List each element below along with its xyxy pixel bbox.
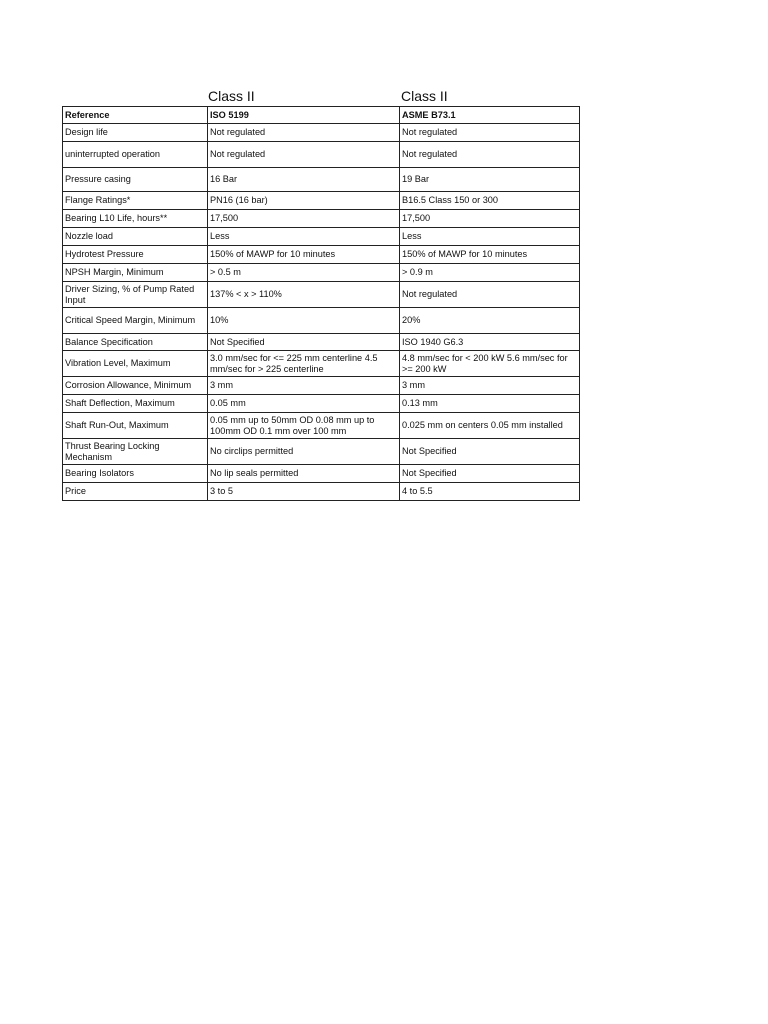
iso-value-cell[interactable]: PN16 (16 bar) (208, 192, 400, 210)
row-label-cell[interactable]: Design life (63, 124, 208, 142)
asme-value-cell[interactable]: 20% (400, 308, 580, 334)
row-label-cell[interactable]: Shaft Deflection, Maximum (63, 395, 208, 413)
row-label-cell[interactable]: Hydrotest Pressure (63, 246, 208, 264)
table-row (63, 228, 580, 246)
table-row (63, 168, 580, 192)
row-label-cell[interactable]: Corrosion Allowance, Minimum (63, 377, 208, 395)
row-label-cell[interactable]: Price (63, 483, 208, 501)
row-label-cell[interactable]: Nozzle load (63, 228, 208, 246)
iso-value-cell[interactable]: Not regulated (208, 142, 400, 168)
asme-value-cell[interactable]: Less (400, 228, 580, 246)
iso-value-cell[interactable]: ISO 5199 (208, 107, 400, 124)
iso-value-cell[interactable]: 137% < x > 110% (208, 282, 400, 308)
asme-value-cell[interactable]: Not Specified (400, 465, 580, 483)
comparison-table-body (63, 107, 580, 501)
row-label-cell[interactable]: Driver Sizing, % of Pump Rated Input (63, 282, 208, 308)
iso-value-cell[interactable]: 0.05 mm (208, 395, 400, 413)
row-label-cell[interactable]: Pressure casing (63, 168, 208, 192)
row-label-cell[interactable]: Balance Specification (63, 334, 208, 351)
row-label-cell[interactable]: Reference (63, 107, 208, 124)
row-label-cell[interactable]: Thrust Bearing Locking Mechanism (63, 439, 208, 465)
table-row (63, 465, 580, 483)
iso-value-cell[interactable]: 150% of MAWP for 10 minutes (208, 246, 400, 264)
iso-value-cell[interactable]: 0.05 mm up to 50mm OD 0.08 mm up to 100mm OD 0.1 mm over 100 mm (208, 413, 400, 439)
table-row (63, 334, 580, 351)
table-row (63, 308, 580, 334)
table-row (63, 351, 580, 377)
spreadsheet-sheet (62, 86, 580, 501)
iso-value-cell[interactable]: 3.0 mm/sec for <= 225 mm centerline 4.5 mm/sec for > 225 centerline (208, 351, 400, 377)
row-label-cell[interactable]: Bearing Isolators (63, 465, 208, 483)
iso-value-cell[interactable]: Not Specified (208, 334, 400, 351)
asme-value-cell[interactable]: 0.13 mm (400, 395, 580, 413)
row-label-cell[interactable]: uninterrupted operation (63, 142, 208, 168)
asme-value-cell[interactable]: Not regulated (400, 124, 580, 142)
iso-value-cell[interactable]: 3 mm (208, 377, 400, 395)
table-row (63, 483, 580, 501)
asme-value-cell[interactable]: > 0.9 m (400, 264, 580, 282)
class-header-iso: Class II (208, 88, 255, 104)
asme-value-cell[interactable]: ISO 1940 G6.3 (400, 334, 580, 351)
iso-value-cell[interactable]: 3 to 5 (208, 483, 400, 501)
iso-value-cell[interactable]: No circlips permitted (208, 439, 400, 465)
asme-value-cell[interactable]: B16.5 Class 150 or 300 (400, 192, 580, 210)
table-row (63, 282, 580, 308)
iso-value-cell[interactable]: 10% (208, 308, 400, 334)
asme-value-cell[interactable]: Not Specified (400, 439, 580, 465)
table-row (63, 264, 580, 282)
table-row (63, 142, 580, 168)
iso-value-cell[interactable]: Less (208, 228, 400, 246)
reference-row (63, 107, 580, 124)
row-label-cell[interactable]: Bearing L10 Life, hours** (63, 210, 208, 228)
asme-value-cell[interactable]: 0.025 mm on centers 0.05 mm installed (400, 413, 580, 439)
class-header-row (62, 86, 580, 106)
iso-value-cell[interactable]: No lip seals permitted (208, 465, 400, 483)
table-row (63, 439, 580, 465)
asme-value-cell[interactable]: Not regulated (400, 142, 580, 168)
table-row (63, 210, 580, 228)
table-row (63, 413, 580, 439)
asme-value-cell[interactable]: Not regulated (400, 282, 580, 308)
asme-value-cell[interactable]: 19 Bar (400, 168, 580, 192)
row-label-cell[interactable]: NPSH Margin, Minimum (63, 264, 208, 282)
asme-value-cell[interactable]: 4 to 5.5 (400, 483, 580, 501)
row-label-cell[interactable]: Vibration Level, Maximum (63, 351, 208, 377)
row-label-cell[interactable]: Critical Speed Margin, Minimum (63, 308, 208, 334)
row-label-cell[interactable]: Shaft Run-Out, Maximum (63, 413, 208, 439)
asme-value-cell[interactable]: 4.8 mm/sec for < 200 kW 5.6 mm/sec for >= 200 kW (400, 351, 580, 377)
asme-value-cell[interactable]: 150% of MAWP for 10 minutes (400, 246, 580, 264)
asme-value-cell[interactable]: 17,500 (400, 210, 580, 228)
asme-value-cell[interactable]: 3 mm (400, 377, 580, 395)
asme-value-cell[interactable]: ASME B73.1 (400, 107, 580, 124)
iso-value-cell[interactable]: 17,500 (208, 210, 400, 228)
table-row (63, 377, 580, 395)
table-row (63, 246, 580, 264)
row-label-cell[interactable]: Flange Ratings* (63, 192, 208, 210)
comparison-table (62, 106, 580, 501)
iso-value-cell[interactable]: > 0.5 m (208, 264, 400, 282)
table-row (63, 395, 580, 413)
class-header-asme: Class II (401, 88, 448, 104)
iso-value-cell[interactable]: Not regulated (208, 124, 400, 142)
header-spacer (62, 86, 207, 106)
table-row (63, 192, 580, 210)
iso-value-cell[interactable]: 16 Bar (208, 168, 400, 192)
table-row (63, 124, 580, 142)
